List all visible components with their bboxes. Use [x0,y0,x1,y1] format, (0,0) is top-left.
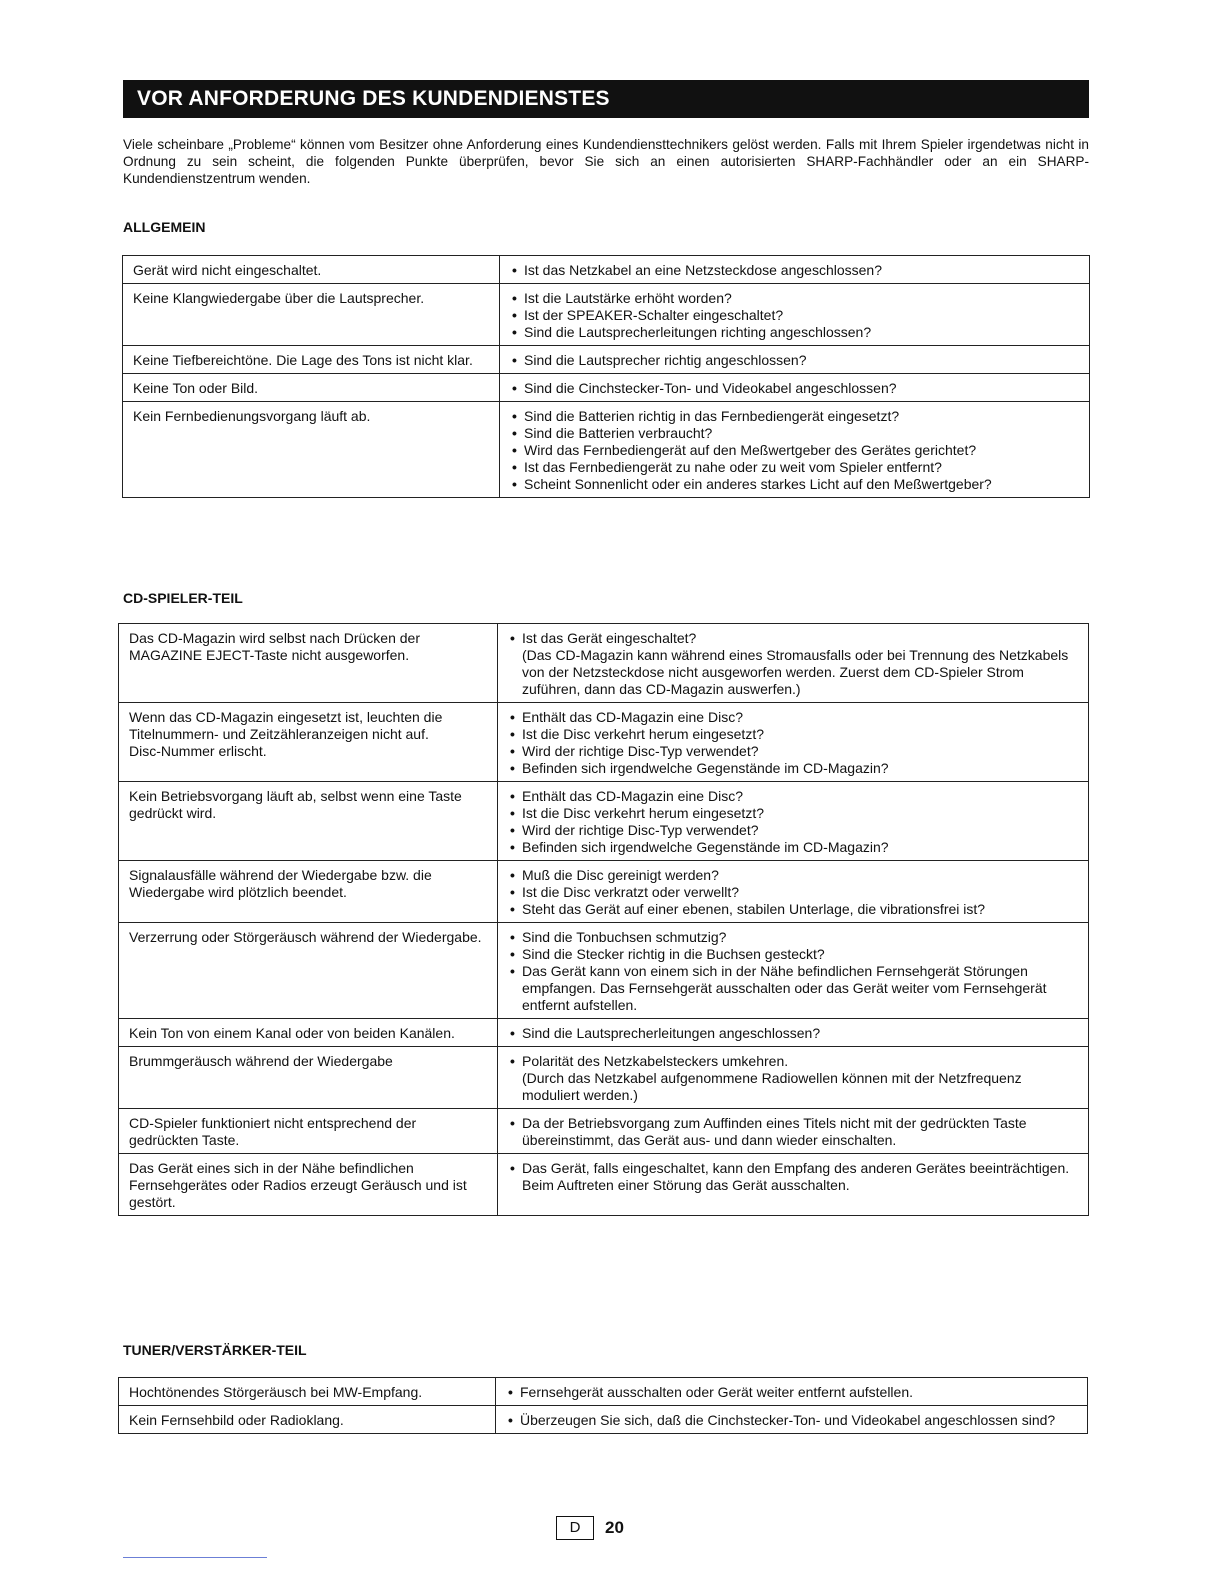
check-cell [498,703,1089,782]
check-text: Polarität des Netzkabelsteckers umkehren. [522,1053,789,1069]
intro-text: Viele scheinbare „Probleme“ können vom Besitzer ohne Anforderung eines Kundendiensttechnikers gelöst werden. Falls mit Ihrem Spieler irgendetwas nicht in Ordnung zu sein scheint, die folgenden Punkte überprüfen, bevor Sie sich an einen autorisierten SHARP-Fachhändler oder an ein SHARP-Kundendienstzentrum wenden. [123,137,1089,186]
problem-cell [119,703,498,782]
check-item: • Das Gerät kann von einem sich in der Nähe befindlichen Fernsehgerät Störungen empfangen. Das Fernsehgerät ausschalten oder das Gerät weiter vom Fernsehgerät entfernt aufstellen. [508,963,1080,1014]
check-cell [500,346,1090,374]
check-item: • Sind die Lautsprecher richtig angeschlossen? [510,352,1081,369]
table-allgemein [122,255,1090,498]
check-item: • Sind die Batterien verbraucht? [510,425,1081,442]
problem-cell: Signalausfälle während der Wiedergabe bzw. die Wiedergabe wird plötzlich beendet. [119,861,498,923]
check-item: • Ist die Disc verkehrt herum eingesetzt? [508,726,1080,743]
check-text: Ist das Gerät eingeschaltet? [522,630,697,646]
problem-cell: CD-Spieler funktioniert nicht entsprechend der gedrückten Taste. [119,1109,498,1154]
table-row [119,923,1089,1019]
check-item: • Ist der SPEAKER-Schalter eingeschaltet? [510,307,1081,324]
table-row [123,374,1090,402]
footer-rule [123,1557,267,1558]
check-item: • Wird das Fernbediengerät auf den Meßwertgeber des Gerätes gerichtet? [510,442,1081,459]
check-cell [496,1378,1088,1406]
check-item: • Wird der richtige Disc-Typ verwendet? [508,743,1080,760]
problem-cell: Kein Fernbedienungsvorgang läuft ab. [123,402,500,498]
table-row [119,782,1089,861]
table-row [119,1019,1089,1047]
table-row [119,1378,1088,1406]
table-row [119,1109,1089,1154]
table-row [123,284,1090,346]
problem-cell: Verzerrung oder Störgeräusch während der Wiedergabe. [119,923,498,1019]
check-cell [498,1109,1089,1154]
check-cell [498,782,1089,861]
problem-cell: Brummgeräusch während der Wiedergabe [119,1047,498,1109]
check-item: • Befinden sich irgendwelche Gegenstände im CD-Magazin? [508,839,1080,856]
check-item: • Überzeugen Sie sich, daß die Cinchstecker-Ton- und Videokabel angeschlossen sind? [506,1412,1079,1429]
problem-cell: Hochtönendes Störgeräusch bei MW-Empfang. [119,1378,496,1406]
problem-cell: Das CD-Magazin wird selbst nach Drücken der MAGAZINE EJECT-Taste nicht ausgeworfen. [119,624,498,703]
check-item: • Sind die Batterien richtig in das Fernbediengerät eingesetzt? [510,408,1081,425]
table-row [119,1406,1088,1434]
table-row [119,1154,1089,1216]
check-cell [498,1019,1089,1047]
check-cell [500,256,1090,284]
check-item: • Steht das Gerät auf einer ebenen, stabilen Unterlage, die vibrationsfrei ist? [508,901,1080,918]
section-heading-tuner: TUNER/VERSTÄRKER-TEIL [123,1342,307,1358]
table-tuner [118,1377,1088,1434]
check-item: • Das Gerät, falls eingeschaltet, kann den Empfang des anderen Gerätes beeinträchtigen. Beim Auftreten einer Störung das Gerät ausschalten. [508,1160,1080,1194]
check-cell [500,402,1090,498]
check-item: • Enthält das CD-Magazin eine Disc? [508,788,1080,805]
section-heading-allgemein: ALLGEMEIN [123,219,206,235]
problem-cell: Kein Betriebsvorgang läuft ab, selbst wenn eine Taste gedrückt wird. [119,782,498,861]
check-cell [498,923,1089,1019]
check-note: (Durch das Netzkabel aufgenommene Radiowellen können mit der Netzfrequenz moduliert werden.) [522,1070,1022,1103]
check-item: • Ist die Lautstärke erhöht worden? [510,290,1081,307]
table-cd-spieler [118,623,1089,1216]
check-cell [498,1047,1089,1109]
table-row [119,624,1089,703]
problem-text: Wenn das CD-Magazin eingesetzt ist, leuchten die Titelnummern- und Zeitzähleranzeigen nicht auf. [129,709,443,742]
table-row [123,402,1090,498]
table-row [119,861,1089,923]
page-number: 20 [605,1518,624,1537]
page-title: VOR ANFORDERUNG DES KUNDENDIENSTES [123,80,1089,118]
language-badge: D [556,1516,594,1540]
table-row [119,1047,1089,1109]
check-item: • Ist das Fernbediengerät zu nahe oder zu weit vom Spieler entfernt? [510,459,1081,476]
check-item: • Fernsehgerät ausschalten oder Gerät weiter entfernt aufstellen. [506,1384,1079,1401]
check-cell [496,1406,1088,1434]
check-item: • Ist die Disc verkehrt herum eingesetzt? [508,805,1080,822]
check-item [508,1053,1080,1104]
check-item: • Sind die Lautsprecherleitungen angeschlossen? [508,1025,1080,1042]
problem-cell: Gerät wird nicht eingeschaltet. [123,256,500,284]
problem-cell: Keine Klangwiedergabe über die Lautsprecher. [123,284,500,346]
check-item: • Enthält das CD-Magazin eine Disc? [508,709,1080,726]
check-item: • Da der Betriebsvorgang zum Auffinden eines Titels nicht mit der gedrückten Taste übereinstimmt, das Gerät aus- und dann wieder einschalten. [508,1115,1080,1149]
check-cell [498,1154,1089,1216]
check-cell [498,861,1089,923]
table-row [123,346,1090,374]
check-item: • Wird der richtige Disc-Typ verwendet? [508,822,1080,839]
problem-cell: Keine Ton oder Bild. [123,374,500,402]
problem-cell: Kein Ton von einem Kanal oder von beiden Kanälen. [119,1019,498,1047]
problem-cell: Das Gerät eines sich in der Nähe befindlichen Fernsehgerätes oder Radios erzeugt Geräusch und ist gestört. [119,1154,498,1216]
table-row [123,256,1090,284]
check-item: • Muß die Disc gereinigt werden? [508,867,1080,884]
check-item: • Sind die Cinchstecker-Ton- und Videokabel angeschlossen? [510,380,1081,397]
check-note: (Das CD-Magazin kann während eines Stromausfalls oder bei Trennung des Netzkabels von der Netzsteckdose nicht ausgeworfen werden. Zuerst dem CD-Spieler Strom zuführen, dann das CD-Magazin auswerfen.) [522,647,1069,697]
check-item: • Sind die Tonbuchsen schmutzig? [508,929,1080,946]
section-heading-cd-spieler: CD-SPIELER-TEIL [123,590,243,606]
check-item: • Ist die Disc verkratzt oder verwellt? [508,884,1080,901]
problem-cell: Keine Tiefbereichtöne. Die Lage des Tons ist nicht klar. [123,346,500,374]
check-cell [498,624,1089,703]
check-item: • Befinden sich irgendwelche Gegenstände im CD-Magazin? [508,760,1080,777]
check-item [508,630,1080,698]
check-cell [500,284,1090,346]
problem-cell: Kein Fernsehbild oder Radioklang. [119,1406,496,1434]
check-item: • Sind die Lautsprecherleitungen richting angeschlossen? [510,324,1081,341]
check-item: • Ist das Netzkabel an eine Netzsteckdose angeschlossen? [510,262,1081,279]
check-cell [500,374,1090,402]
problem-text-extra: Disc-Nummer erlischt. [129,743,267,759]
table-row [119,703,1089,782]
check-item: • Scheint Sonnenlicht oder ein anderes starkes Licht auf den Meßwertgeber? [510,476,1081,493]
check-item: • Sind die Stecker richtig in die Buchsen gesteckt? [508,946,1080,963]
